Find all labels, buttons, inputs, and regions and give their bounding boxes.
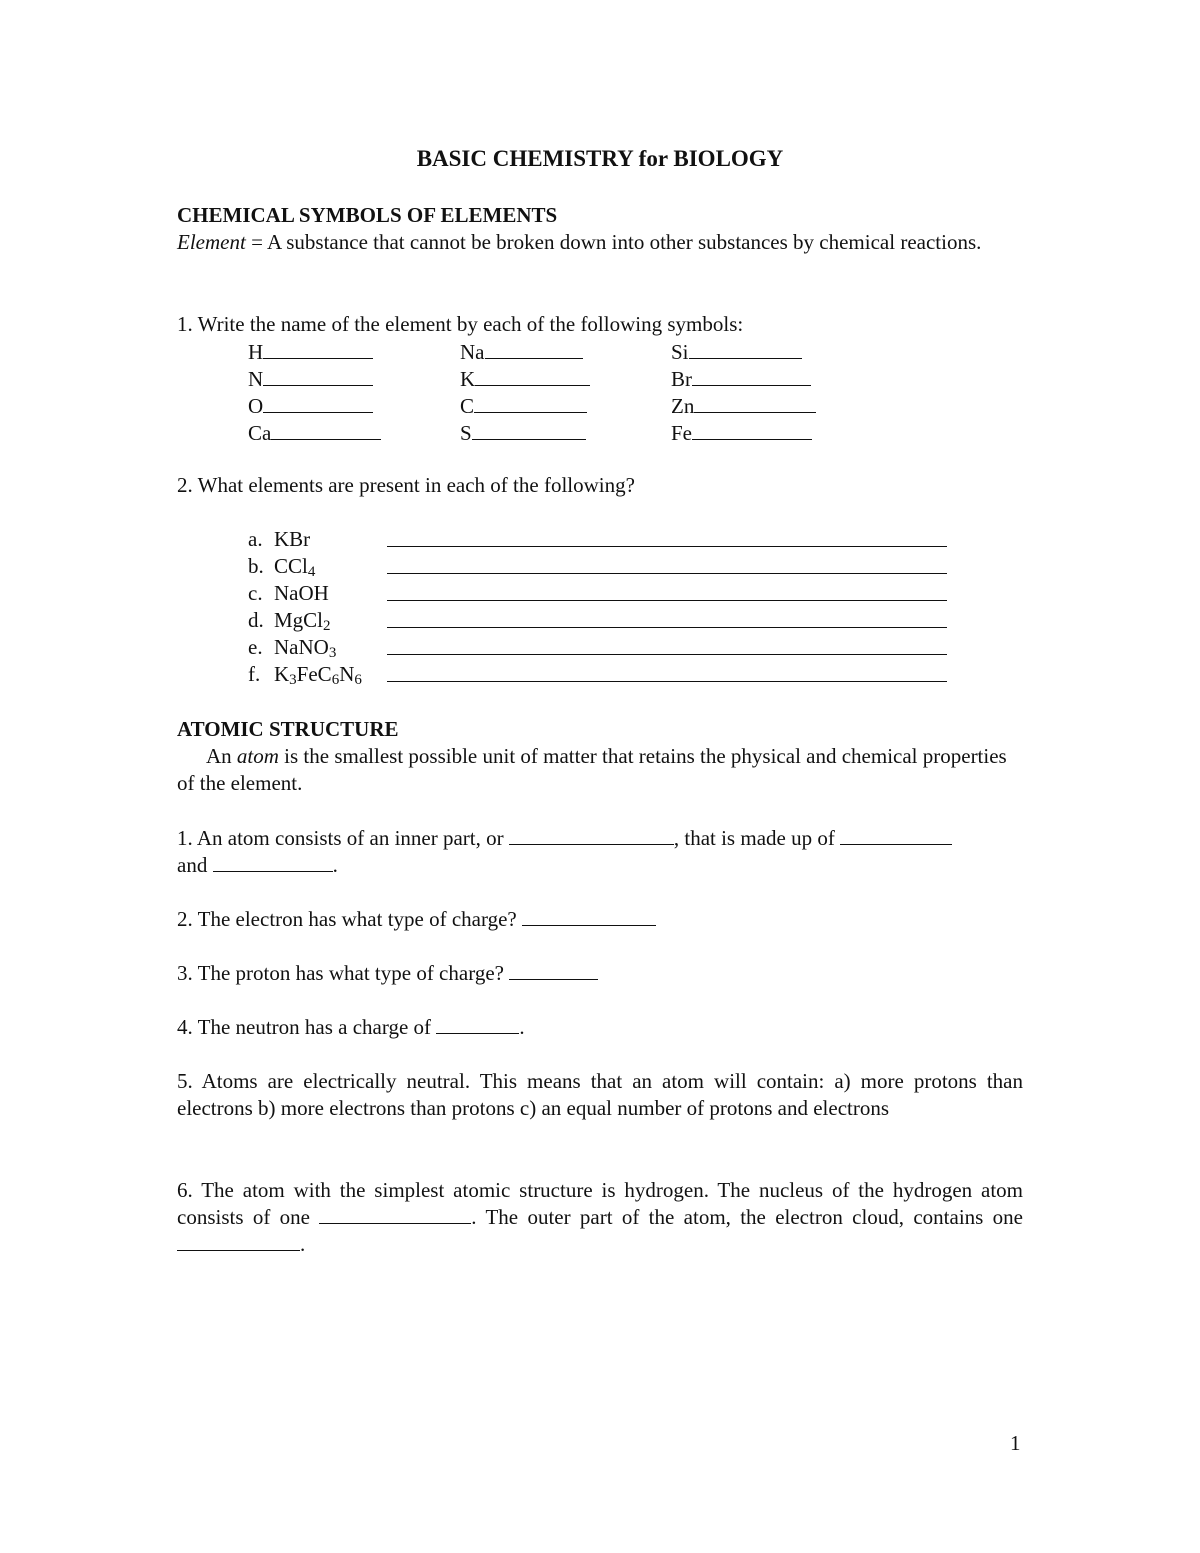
symbol-item <box>460 338 583 366</box>
answer-blank-neutron-charge[interactable] <box>436 1015 519 1034</box>
symbol-item <box>248 338 373 366</box>
answer-blank-particle-2[interactable] <box>213 853 333 872</box>
compound-letter: f. <box>248 662 261 686</box>
answer-blank[interactable] <box>474 392 587 413</box>
symbol-item <box>671 338 802 366</box>
answer-blank-hydrogen-nucleus[interactable] <box>319 1205 471 1224</box>
compound-letter: c. <box>248 581 263 605</box>
element-symbol: O <box>248 394 264 418</box>
symbol-item <box>671 392 816 420</box>
answer-blank[interactable] <box>485 338 583 359</box>
compound-answer-line[interactable] <box>387 573 947 574</box>
symbol-item <box>248 392 373 420</box>
compound-label <box>248 607 331 634</box>
compound-letter: d. <box>248 608 264 632</box>
compound-label <box>248 580 329 607</box>
document-title: BASIC CHEMISTRY for BIOLOGY <box>416 146 784 171</box>
compound-letter: e. <box>248 635 263 659</box>
answer-blank[interactable] <box>263 338 373 359</box>
page-number: 1 <box>1010 1431 1021 1455</box>
compound-answer-line[interactable] <box>387 600 947 601</box>
compound-formula: CCl$_4$ <box>274 554 316 580</box>
compound-letter: a. <box>248 527 263 551</box>
compound-label <box>248 526 310 553</box>
atom-term: atom <box>236 744 279 768</box>
atomic-question-2: 2. The electron has what type of charge? <box>177 906 656 933</box>
compound-label <box>248 661 362 688</box>
compound-formula: $K_3FeC_6N_6$ <box>274 662 362 688</box>
element-symbol: Br <box>671 367 692 391</box>
symbol-item <box>248 419 381 447</box>
element-symbol: Si <box>671 340 689 364</box>
answer-blank[interactable] <box>263 365 373 386</box>
compound-label <box>248 634 336 661</box>
question-1-symbols: 1. Write the name of the element by each of the following symbols: <box>177 312 744 336</box>
atom-definition: An atom is the smallest possible unit of matter that retains the physical and chemical properties of the element. <box>177 744 1007 795</box>
atomic-question-6: 6. The atom with the simplest atomic structure is hydrogen. The nucleus of the hydrogen atom consists of one . The outer part of the atom, the electron cloud, contains one . <box>177 1178 1023 1256</box>
element-symbol: Na <box>460 340 485 364</box>
compound-answer-line[interactable] <box>387 681 947 682</box>
element-symbol: K <box>460 367 476 391</box>
section-heading-symbols: CHEMICAL SYMBOLS OF ELEMENTS <box>177 203 558 227</box>
element-definition <box>177 229 1023 256</box>
answer-blank[interactable] <box>694 392 816 413</box>
element-symbol: H <box>248 340 264 364</box>
compound-label <box>248 553 315 580</box>
section-heading-atomic: ATOMIC STRUCTURE <box>177 717 399 741</box>
compound-answer-line[interactable] <box>387 546 947 547</box>
answer-blank[interactable] <box>475 365 590 386</box>
symbol-item <box>671 419 812 447</box>
element-symbol: C <box>460 394 475 418</box>
atomic-question-3: 3. The proton has what type of charge? <box>177 960 598 987</box>
answer-blank-proton-charge[interactable] <box>509 961 598 980</box>
element-symbol: N <box>248 367 264 391</box>
answer-blank[interactable] <box>472 419 586 440</box>
atomic-question-1-cont: and . <box>177 853 338 877</box>
element-symbol: Ca <box>248 421 272 445</box>
answer-blank-nucleus[interactable] <box>509 826 674 845</box>
definition-text: = A substance that cannot be broken down into other substances by chemical reactions. <box>245 230 982 254</box>
element-symbol: S <box>460 421 472 445</box>
atomic-question-4: 4. The neutron has a charge of . <box>177 1015 525 1039</box>
compound-answer-line[interactable] <box>387 654 947 655</box>
answer-blank-particle-1[interactable] <box>840 826 952 845</box>
definition-term: Element <box>177 230 246 254</box>
symbol-item <box>460 392 587 420</box>
element-symbol: Fe <box>671 421 692 445</box>
compound-letter: b. <box>248 554 264 578</box>
compound-formula: KBr <box>274 527 311 551</box>
answer-blank[interactable] <box>689 338 802 359</box>
answer-blank[interactable] <box>692 419 812 440</box>
symbol-item <box>460 419 586 447</box>
compound-formula: NaOH <box>274 581 329 605</box>
answer-blank[interactable] <box>692 365 811 386</box>
element-symbol: Zn <box>671 394 695 418</box>
compound-formula: MgCl$_2$ <box>274 608 331 634</box>
answer-blank-hydrogen-electron[interactable] <box>177 1232 300 1251</box>
atomic-question-5: 5. Atoms are electrically neutral. This means that an atom will contain: a) more protons than electrons b) more electrons than protons c) an equal number of protons and electrons <box>177 1069 1023 1120</box>
answer-blank-electron-charge[interactable] <box>522 907 656 926</box>
compound-formula: NaNO$_3$ <box>274 635 337 661</box>
answer-blank[interactable] <box>263 392 373 413</box>
atomic-question-1: 1. An atom consists of an inner part, or , that is made up of <box>177 825 952 852</box>
compound-answer-line[interactable] <box>387 627 947 628</box>
symbol-item <box>671 365 811 393</box>
question-2-compounds: 2. What elements are present in each of the following? <box>177 473 635 497</box>
symbol-item <box>460 365 590 393</box>
symbol-item <box>248 365 373 393</box>
answer-blank[interactable] <box>271 419 381 440</box>
